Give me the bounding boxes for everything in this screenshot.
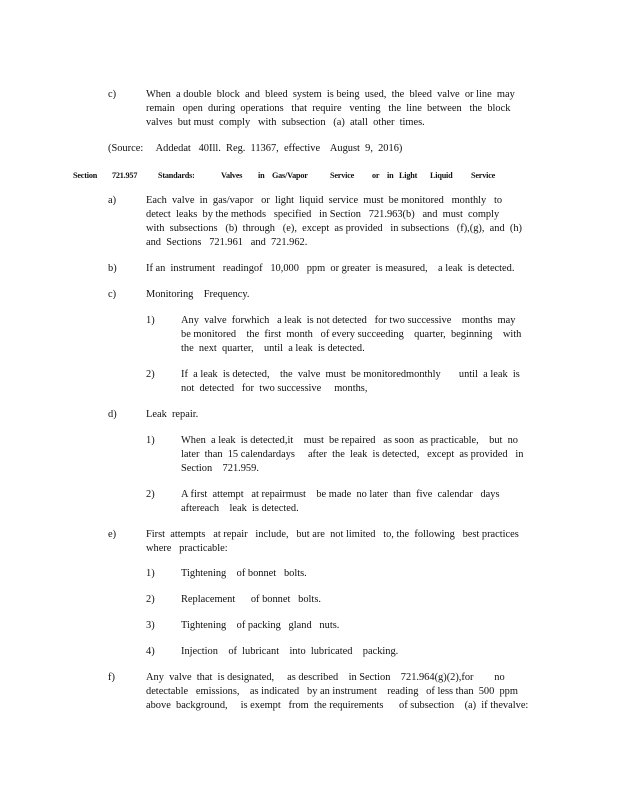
paragraph-line: and Sections 721.961 and 721.962.	[146, 237, 308, 248]
section-title-word: Liquid	[430, 171, 453, 180]
paragraph-line: First attempts at repair include, but are not limited to, the following best practices	[146, 529, 519, 540]
subitem-marker: 1)	[146, 315, 155, 326]
item-marker: a)	[108, 195, 117, 206]
paragraph-line: Section 721.959.	[181, 463, 259, 474]
section-title-word: or	[372, 171, 380, 180]
paragraph-line: above background, is exempt from the requirements of subsection (a) if thevalve:	[146, 700, 529, 711]
paragraph-line: detect leaks by the methods specified in Section 721.963(b) and must comply	[146, 209, 500, 220]
subitem-marker: 2)	[146, 489, 155, 500]
paragraph-line: Any valve forwhich a leak is not detected for two successive months may	[181, 315, 516, 326]
paragraph-line: When a double block and bleed system is being used, the bleed valve or line may	[146, 89, 515, 100]
section-title-word: Service	[330, 171, 355, 180]
paragraph-line: with subsections (b) through (e), except as provided in subsections (f),(g), and (h)	[146, 223, 522, 234]
section-title-word: Standards:	[158, 171, 195, 180]
section-title-word: Gas/Vapor	[272, 171, 308, 180]
paragraph-line: A first attempt at repairmust be made no later than five calendar days	[181, 489, 500, 500]
item-marker: f)	[108, 672, 115, 683]
section-title-word: in	[258, 171, 265, 180]
paragraph-line: remain open during operations that require venting the line between the block	[146, 103, 511, 114]
paragraph-line: aftereach leak is detected.	[181, 503, 299, 514]
paragraph-line: Tightening of packing gland nuts.	[181, 620, 340, 631]
paragraph-line: later than 15 calendardays after the leak is detected, except as provided in	[181, 449, 524, 460]
paragraph-line: not detected for two successive months,	[181, 383, 368, 394]
paragraph-line: detectable emissions, as indicated by an instrument reading of less than 500 ppm	[146, 686, 518, 697]
paragraph-line: be monitored the first month of every succeeding quarter, beginning with	[181, 329, 522, 340]
subitem-marker: 2)	[146, 369, 155, 380]
paragraph-line: Tightening of bonnet bolts.	[181, 568, 307, 579]
paragraph-line: Replacement of bonnet bolts.	[181, 594, 321, 605]
item-marker: c)	[108, 89, 117, 100]
subitem-marker: 1)	[146, 435, 155, 446]
subitem-marker: 1)	[146, 568, 155, 579]
item-marker: c)	[108, 289, 117, 300]
subitem-marker: 4)	[146, 646, 155, 657]
paragraph-line: the next quarter, until a leak is detected.	[181, 343, 365, 354]
subitem-marker: 3)	[146, 620, 155, 631]
paragraph-line: If a leak is detected, the valve must be monitoredmonthly until a leak is	[181, 369, 520, 380]
paragraph-line: Each valve in gas/vapor or light liquid service must be monitored monthly to	[146, 195, 503, 206]
section-label: Section	[73, 171, 98, 180]
paragraph-line: Monitoring Frequency.	[146, 289, 250, 300]
paragraph-line: valves but must comply with subsection (a) atall other times.	[146, 117, 425, 128]
section-title-word: Light	[399, 171, 418, 180]
paragraph-line: Injection of lubricant into lubricated packing.	[181, 646, 399, 657]
item-marker: d)	[108, 409, 117, 420]
paragraph-line: If an instrument readingof 10,000 ppm or greater is measured, a leak is detected.	[146, 263, 515, 274]
paragraph-line: where practicable:	[146, 543, 228, 554]
section-title-word: Service	[471, 171, 496, 180]
subitem-marker: 2)	[146, 594, 155, 605]
section-title-word: in	[387, 171, 394, 180]
source-note: (Source: Addedat 40Ill. Reg. 11367, effective August 9, 2016)	[108, 143, 403, 154]
item-marker: b)	[108, 263, 117, 274]
paragraph-line: Leak repair.	[146, 409, 199, 420]
section-number: 721.957	[112, 171, 138, 180]
paragraph-line: When a leak is detected,it must be repaired as soon as practicable, but no	[181, 435, 519, 446]
item-marker: e)	[108, 529, 117, 540]
paragraph-line: Any valve that is designated, as described in Section 721.964(g)(2),for no	[146, 672, 505, 683]
section-title-word: Valves	[221, 171, 243, 180]
